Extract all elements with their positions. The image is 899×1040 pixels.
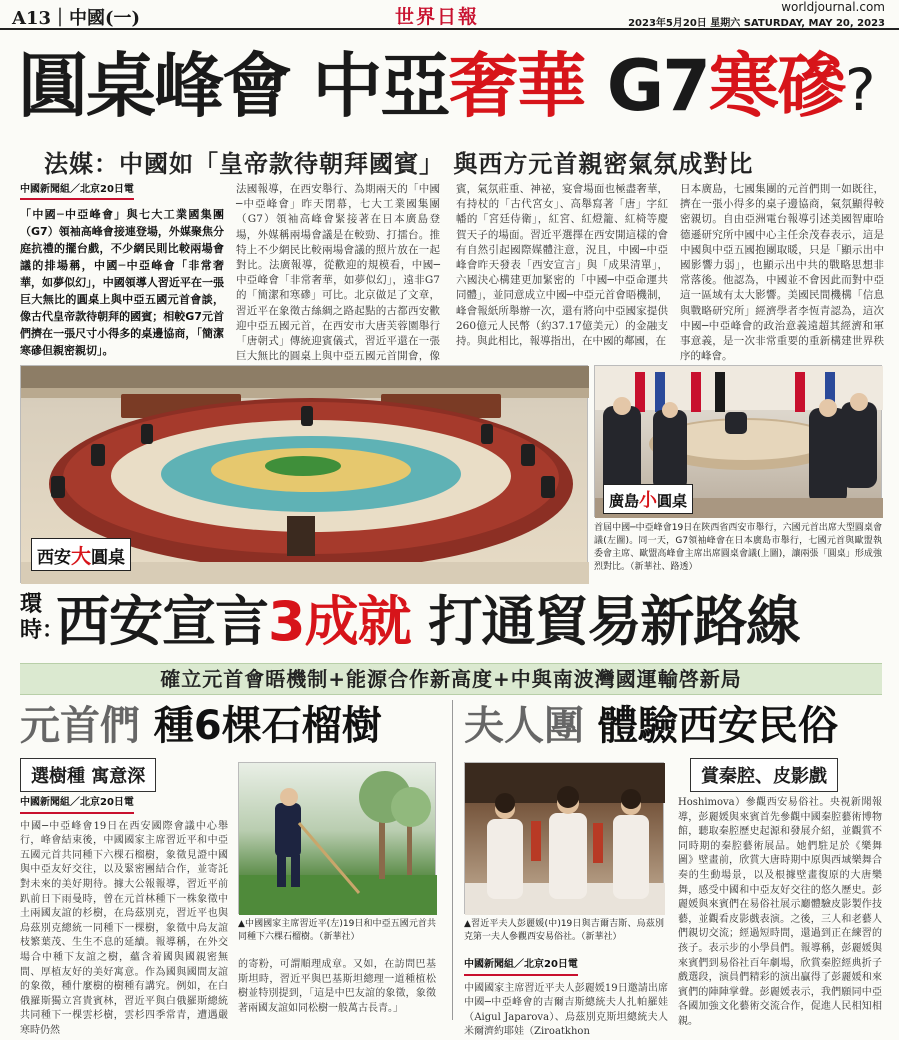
xian-tag-city: 西安 (37, 548, 71, 568)
xian-photo-tag (31, 538, 131, 571)
first-ladies-caption: ▲習近平夫人彭麗媛(中)19日與吉爾吉斯、烏茲別克第一夫人參觀西安易俗社。（新華社） (464, 919, 664, 942)
main-headline-question-mark: ? (844, 56, 874, 124)
hiroshima-round-table-photo (594, 365, 882, 517)
website-link[interactable]: worldjournal.com (781, 0, 885, 14)
top-article-col4: 日本廣島，七國集團的元首們則一如既往，擠在一張小得多的桌子邊協商，氣氛顯得較密親切。自由亞洲電台報導引述美國智庫哈德遜研究所中國中心主任余茂春表示，這是中國與中亞五國抱團取暖，只是「顯示出中國影響力弱」，也顯示出中共的戰略思想非常落後。他認為，中國並不會因此而對中亞這一區域有太大影響。美國民間機構「信息與戰略研究所」經濟學者李恆青認為，這次中國─中亞峰會的政治意義遠超其經濟和軍事意義，是一次非常重要的重新構建世界秩序的峰會。 (680, 183, 884, 363)
xian-tag-round-table: 圓桌 (91, 548, 125, 568)
xian-declaration-headline-b: 3成就 (268, 590, 411, 653)
xian-declaration-headline-a: 西安宣言 (56, 590, 268, 653)
main-headline (18, 36, 888, 136)
tree-choice-label: 選樹種 寓意深 (20, 758, 156, 792)
column-divider (452, 700, 453, 1020)
pomegranate-article (20, 796, 228, 1036)
newspaper-logo: 世界日報 (395, 6, 480, 28)
tree-planting-photo (238, 762, 436, 914)
first-ladies-headline (464, 700, 838, 752)
xian-declaration-headline (56, 585, 799, 659)
global-times-label: 環時： (20, 592, 65, 643)
xian-declaration-headline-c: 打通貿易新路線 (410, 590, 800, 653)
first-ladies-illustration (465, 763, 665, 915)
pomegranate-headline-b: 種6棵石榴樹 (140, 703, 382, 749)
tree-planting-illustration (239, 763, 437, 915)
opera-shadow-puppet-label: 賞秦腔、皮影戲 (690, 758, 838, 792)
first-ladies-photo (464, 762, 664, 914)
hiroshima-tag-city: 廣島 (609, 492, 640, 510)
photo-caption-round-tables: 首屆中國─中亞峰會19日在陝西省西安市舉行，六國元首出席大型圓桌會議(左圖)。同一天，G7領袖峰會在日本廣島市舉行，七國元首與歐盟執委會主席、歐盟高峰會主席出席圓桌會議(上圖)，讓兩張「圓桌」形成強烈對比。（新華社、路透） (594, 523, 882, 572)
issue-date: 2023年5月20日 星期六 SATURDAY, MAY 20, 2023 (628, 18, 885, 29)
pomegranate-headline-a: 元首們 (20, 703, 140, 749)
first-ladies-byline: 中國新聞組／北京20日電 (464, 958, 578, 976)
top-article-col2: 法國報導，在西安舉行、為期兩天的「中國─中亞峰會」昨天閉幕，七大工業國集團（G7）領袖高峰會緊接著在日本廣島登場，外媒稱兩場會議是在較勁、打擂台。推特上不少網民比較兩場會議的照片放在一起對比。法廣報導，從歡迎的規模看，中國─中亞峰會「非常奢華，如夢似幻」，遠非G7的「簡潔和寒磣」可比。北京做足了文章，習近平在象徵古絲綢之路起點的古都西安歡迎中亞五國元首，在西安市大唐芙蓉園舉行「唐朝式」傳統迎賓儀式，習近平還在一張巨大無比的圓桌上與中亞五國元首開會，像 (236, 183, 440, 363)
xian-tag-big: 大 (71, 544, 91, 568)
subheadline: 法媒：中國如「皇帝款待朝拜國賓」 與西方元首親密氣氛成對比 (44, 150, 754, 178)
first-ladies-headline-a: 夫人團 (464, 703, 584, 749)
main-headline-part1: 圓桌峰會 中亞 (18, 45, 449, 127)
first-ladies-text: 中國國家主席習近平夫人彭麗媛19日邀請出席中國─中亞峰會的吉爾吉斯總統夫人扎帕羅娃（Aigul Japarova）、烏茲別克斯坦總統夫人米爾濟約耶娃（Ziroatkhon (464, 982, 668, 1038)
main-headline-shabby: 寒磣 (708, 45, 845, 127)
page-number: A13｜中國(一) (12, 8, 141, 29)
main-headline-g7: G7 (584, 45, 709, 127)
hiroshima-tag-small: 小 (639, 490, 658, 511)
pomegranate-byline: 中國新聞組／北京20日電 (20, 796, 134, 814)
top-article-lead: 「中國─中亞峰會」與七大工業國集團（G7）領袖高峰會接連登場，外媒聚焦分庭抗禮的擺台戲，不少網民則比較兩場會議的排場稱，中國─中亞峰會「非常奢華，如夢似幻」，中國領導人習近平在一張巨大無比的圓桌上與中亞五國元首會談，像古代皇帝款待朝拜的國賓；相較G7元首們擠在一張尺寸小得多的桌邊協商，「簡潔寒磣但親密親切」。 (20, 208, 224, 358)
hiroshima-photo-tag (603, 484, 693, 514)
top-article-byline: 中國新聞組／北京20日電 (20, 182, 134, 200)
main-headline-luxury: 奢華 (448, 45, 585, 127)
tree-planting-caption: ▲中國國家主席習近平(左)19日和中亞五國元首共同種下六棵石榴樹。（新華社） (238, 919, 436, 942)
pomegranate-text-continued: 的寄粉，可謂順理成章。又如，在訪問巴基斯坦時，習近平與巴基斯坦總理一道種植松樹並特別提到，「這是中巴友誼的象徵，象徵著兩國友誼如同松樹一般萬古長青。」 (238, 959, 436, 1014)
top-article-col3: 賓，氣氛莊重、神祕，宴會場面也極盡奢華，有持杖的「古代宮女」、高舉寫著「唐」字紅幡的「宮廷侍衛」，紅宮、紅燈籠、紅椅等慶賀天子的場面。習近平選擇在西安開這樣的會有自然引起國際媒體注意，況且，中國─中亞峰會昨天發表「西安宣言」與「成果清單」，六國決心構建更加緊密的「中國─中亞命運共同體」，並同意成立中國─中亞元首會晤機制，峰會報紙所舉辦一次，還有將向中亞國家提供260億元人民幣（約37.17億美元）的金融支持。與此相比，報導指出，在中國的鄰國，在 (456, 183, 668, 348)
masthead (0, 0, 899, 30)
first-ladies-headline-b: 體驗西安民俗 (584, 703, 838, 749)
first-ladies-text-continued: Hoshimova）參觀西安易俗社。央視新聞報導，彭麗媛與來賓首先參觀中國秦腔藝術博物館，聽取秦腔歷史起源和發展介紹，並觀賞不同時期的秦腔藝術展品。她們駐足於《樂舞圖》壁畫前，欣賞大唐時期中原與西域樂舞合奏的生動場景，以及根據壁畫復原的大唐樂舞，感受中國和中亞友好交往的悠久歷史。彭麗媛與來賓們在易俗社展示廳體驗皮影製作技藝，並觀看皮影戲表演。之後，三人和老藝人們親切交流；經過短時間，還過到正在練習的孩子。表示步的小學員們。報導稱，彭麗媛與來賓們到易俗社百年劇場，欣賞秦腔經典折子戲選段，演員們精彩的演出贏得了彭麗媛和來賓們的陣陣掌聲。彭麗媛表示，我們願同中亞各國加強文化藝術交流合作，促進人民相知相親。 (678, 797, 882, 1027)
hiroshima-tag-round-table: 圓桌 (657, 492, 688, 510)
achievements-band: 確立元首會晤機制+能源合作新高度+中與南波灣國運輸啓新局 (20, 663, 882, 695)
pomegranate-headline (20, 700, 382, 752)
top-article-col1 (20, 182, 224, 362)
xian-round-table-photo (20, 365, 588, 583)
first-ladies-article (464, 958, 668, 1038)
pomegranate-text: 中國─中亞峰會19日在西安國際會議中心舉行，峰會結束後，中國國家主席習近平和中亞五國元首共同種下六棵石榴樹，象徵見證中國與中亞友好交往，以及緊密團結合作，並寄託對未來的美好期待。據大公報報導，習近平前趴前日下雨曼時，曾在元首林種下一株象徵中土兩國友誼的杉樹，在烏茲別克，習近平也與烏茲別克總統一同種下一棵樹，象徵中烏友誼枝繁葉茂、生生不息的延續。報導稱，在外交場合中種下友誼之樹，蘊含着國與國親密無間、厚植友好的美好寓意。作為國與國間友誼的象徵，種什麼樹的樹種有講究。例如，在白俄羅斯獨立宮貴賓林，習近平與白俄羅斯總統共同種下一棵雲杉樹，雲杉四季常青，遭遇嚴寒時仍然 (20, 820, 228, 1036)
